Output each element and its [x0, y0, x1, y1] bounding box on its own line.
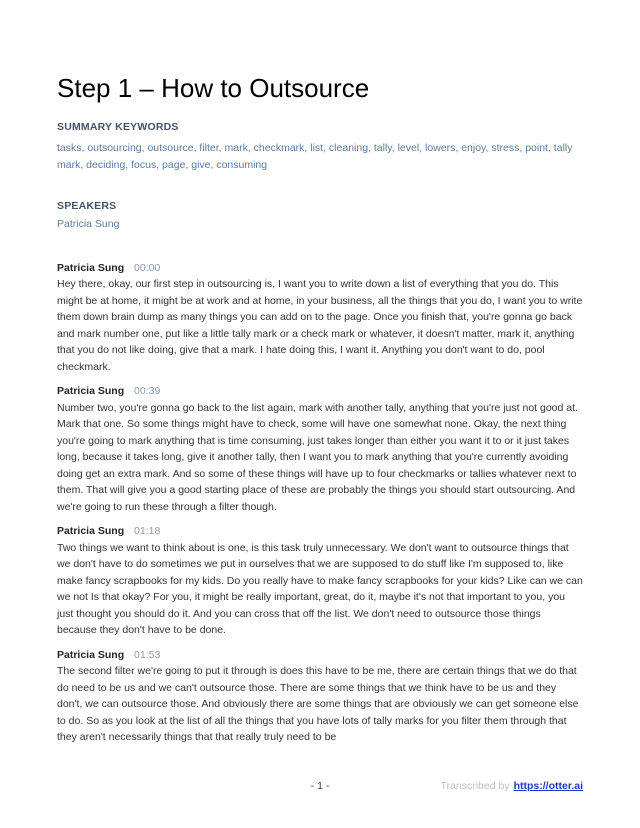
timestamp: 01:53: [134, 648, 161, 661]
segment-text: The second filter we're going to put it through is does this have to be me, there are certain things that we do that do need to be us and we can't outsource those. There are some things that we think have to be us and they don't, we can outsource those. And obviously there are some things that are obviously we can get someone else to do. So as you look at the list of all the things that you have lots of tally marks for you filter them through that they aren't necessarily things that that really truly need to be: [57, 665, 579, 743]
page-number: - 1 -: [310, 780, 330, 792]
speakers-names: Patricia Sung: [57, 218, 120, 230]
speaker-name: Patricia Sung: [57, 261, 125, 274]
segment-header: [57, 260, 583, 277]
segment-text: Number two, you're gonna go back to the list again, mark with another tally, anything that you're just not good at. Mark that one. So some things might have to check, some will have one somewhat none. Okay, the next thing you're going to mark anything that is time consuming, just takes longer than either you want it to or it just takes long, because it takes long, give it another tally, then I want you to mark anything that you're currently avoiding doing get an extra mark. And so some of these things will have up to four checkmarks or tallies whatever next to them. That will give you a good starting place of these are probably the things you should start outsourcing. And we're going to run these through a filter though.: [57, 401, 578, 513]
otter-link[interactable]: https://otter.ai: [513, 780, 583, 792]
speaker-name: Patricia Sung: [57, 648, 125, 661]
summary-keywords-heading: SUMMARY KEYWORDS: [57, 121, 179, 133]
segment-text: Hey there, okay, our first step in outsourcing is, I want you to write down a list of everything that you do. This might be at home, it might be at work and at home, in your business, all the things that you do, I want you to write them down brain dump as many things you can add on to the page. Once you finish that, you're gonna go back and mark number one, put like a little tally mark or a check mark or whatever, it doesn't matter, mark it, anything that you do not like doing, give that a mark. I hate doing this, I want it. Anything you don't want to do, pool checkmark.: [57, 278, 583, 373]
transcribed-by: [441, 779, 583, 793]
summary-keywords-section: [57, 119, 583, 174]
speakers-heading: SPEAKERS: [57, 199, 117, 212]
segment-header: [57, 383, 583, 400]
transcript-segment: [57, 260, 583, 376]
timestamp: 01:18: [134, 525, 161, 537]
speaker-name: Patricia Sung: [57, 385, 125, 397]
timestamp: 00:00: [134, 261, 161, 274]
summary-keywords-text: tasks, outsourcing, outsource, filter, mark, checkmark, list, cleaning, tally, level, lowers, enjoy, stress, point, tally mark, deciding, focus, page, give, consuming: [57, 141, 573, 171]
transcribed-by-label: Transcribed by: [440, 780, 510, 792]
transcript-segment: [57, 523, 583, 639]
speakers-section: [57, 198, 583, 233]
document-title: Step 1 – How to Outsource: [57, 73, 370, 103]
segment-header: [57, 647, 583, 664]
segment-header: [57, 523, 583, 540]
transcript-segment: [57, 647, 583, 746]
timestamp: 00:39: [134, 385, 161, 397]
segment-text: Two things we want to think about is one, is this task truly unnecessary. We don't want to outsource things that we don't have to do sometimes we put in ourselves that we are supposed to do stuff like I'm supposed to, like make fancy scrapbooks for my kids. Do you really have to make fancy scrapbooks for your kids? Like can we can we not Is that okay? For you, it might be really important, great, do it, maybe it's not that important to you, you just thought you should do it. And you can cross that off the list. We don't need to outsource those things because they don't have to be done.: [57, 541, 583, 636]
transcript-segment: [57, 383, 583, 515]
page-footer: [57, 779, 583, 795]
speaker-name: Patricia Sung: [57, 525, 125, 537]
